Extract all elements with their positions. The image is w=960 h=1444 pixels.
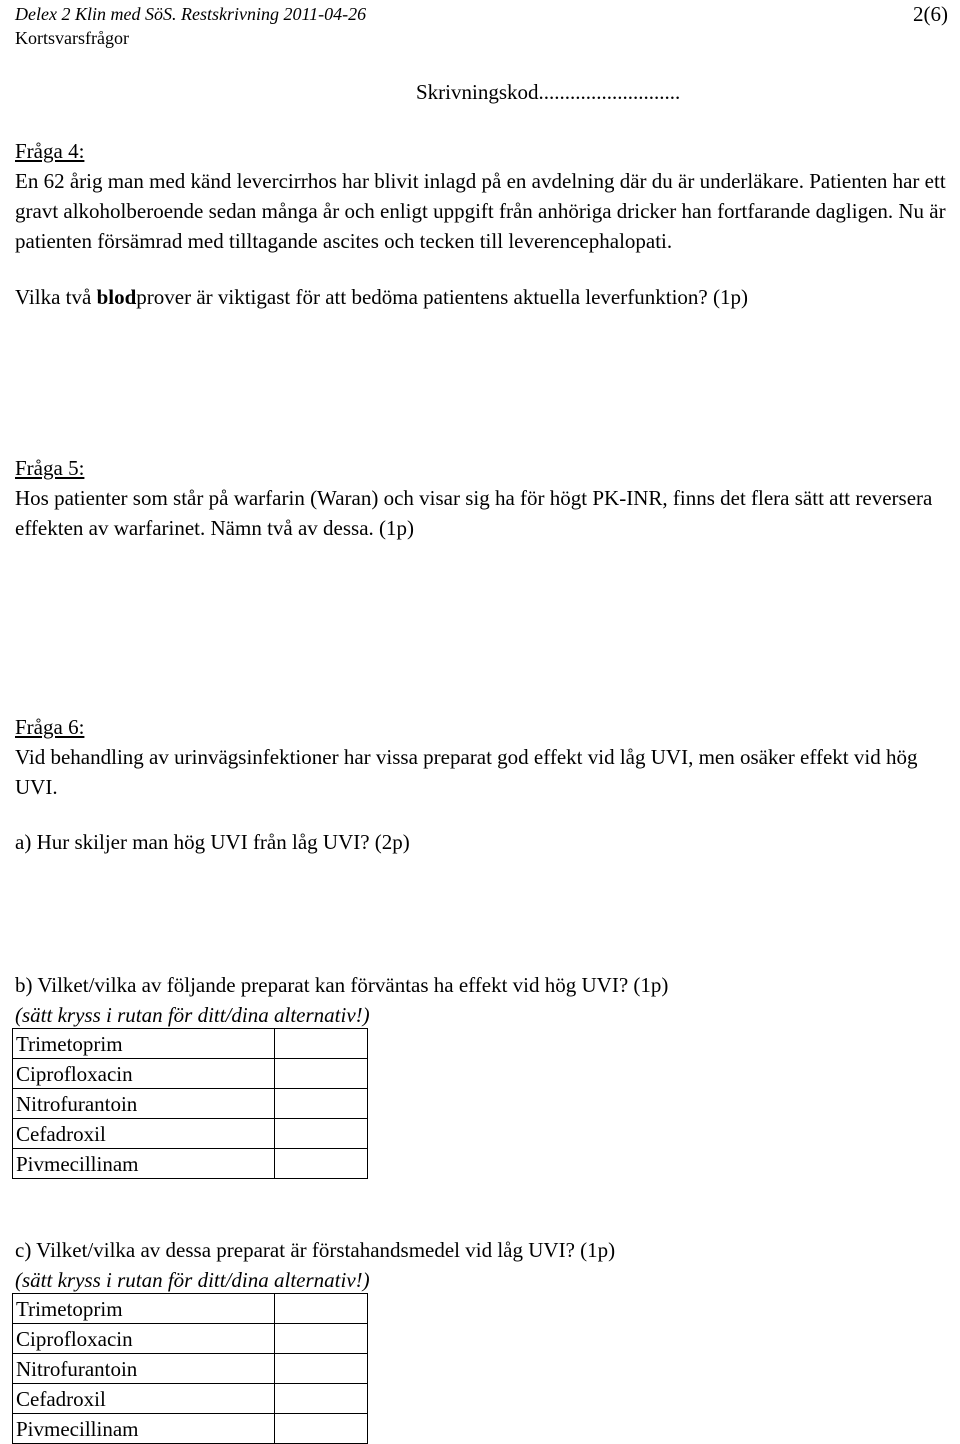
course-line: Delex 2 Klin med SöS. Restskrivning 2011-04-26: [15, 4, 367, 24]
checkbox-cell[interactable]: [275, 1119, 368, 1149]
table-row: [13, 1384, 368, 1414]
question-4-question-pre: Vilka två: [15, 285, 97, 309]
checkbox-cell[interactable]: [275, 1089, 368, 1119]
question-4-question-post: prover är viktigast för att bedöma patientens aktuella leverfunktion? (1p): [136, 285, 748, 309]
question-4-text: En 62 årig man med känd levercirrhos har blivit inlagd på en avdelning där du är underläkare. Patienten har ett gravt alkoholberoende sedan många år och enligt uppgift från anhöriga dricker han fortfarande dagligen. Nu är patienten försämrad med tilltagande ascites och tecken till leverencephalopati.: [15, 169, 946, 253]
question-6-part-b: b) Vilket/vilka av följande preparat kan förväntas ha effekt vid hög UVI? (1p): [15, 973, 669, 997]
option-label: Trimetoprim: [13, 1029, 275, 1059]
question-5-text: Hos patienter som står på warfarin (Waran) och visar sig ha för högt PK-INR, finns det flera sätt att reversera effekten av warfarinet. Nämn två av dessa. (1p): [15, 486, 933, 540]
option-label: Ciprofloxacin: [13, 1059, 275, 1089]
option-label: Trimetoprim: [13, 1294, 275, 1324]
checkbox-cell[interactable]: [275, 1149, 368, 1179]
question-4-question-bold: blod: [96, 285, 137, 309]
option-label: Ciprofloxacin: [13, 1324, 275, 1354]
table-row: [13, 1059, 368, 1089]
part-b-options-table: [12, 1028, 368, 1179]
question-6-part-b-note: (sätt kryss i rutan för ditt/dina alternativ!): [15, 1003, 370, 1027]
option-label: Nitrofurantoin: [13, 1089, 275, 1119]
section-title: Kortsvarsfrågor: [15, 28, 129, 48]
table-row: [13, 1414, 368, 1444]
checkbox-cell[interactable]: [275, 1059, 368, 1089]
option-label: Cefadroxil: [13, 1384, 275, 1414]
option-label: Pivmecillinam: [13, 1414, 275, 1444]
question-4-question: [15, 282, 955, 312]
table-row: [13, 1324, 368, 1354]
checkbox-cell[interactable]: [275, 1414, 368, 1444]
part-c-options-table: [12, 1293, 368, 1444]
checkbox-cell[interactable]: [275, 1029, 368, 1059]
question-6-text: Vid behandling av urinvägsinfektioner har vissa preparat god effekt vid låg UVI, men osäker effekt vid hög UVI.: [15, 745, 918, 799]
page-number: 2(6): [913, 2, 948, 26]
question-5-heading: Fråga 5:: [15, 456, 85, 480]
checkbox-cell[interactable]: [275, 1384, 368, 1414]
option-label: Pivmecillinam: [13, 1149, 275, 1179]
question-6-part-a: a) Hur skiljer man hög UVI från låg UVI? (2p): [15, 830, 410, 854]
table-row: [13, 1119, 368, 1149]
table-row: [13, 1354, 368, 1384]
question-4-heading: Fråga 4:: [15, 139, 85, 163]
option-label: Cefadroxil: [13, 1119, 275, 1149]
exam-code-label: Skrivningskod...........................: [416, 80, 681, 104]
question-6-part-c-note: (sätt kryss i rutan för ditt/dina alternativ!): [15, 1268, 370, 1292]
table-row: [13, 1294, 368, 1324]
table-row: [13, 1029, 368, 1059]
table-row: [13, 1089, 368, 1119]
question-6-heading: Fråga 6:: [15, 715, 85, 739]
checkbox-cell[interactable]: [275, 1294, 368, 1324]
checkbox-cell[interactable]: [275, 1354, 368, 1384]
option-label: Nitrofurantoin: [13, 1354, 275, 1384]
checkbox-cell[interactable]: [275, 1324, 368, 1354]
table-row: [13, 1149, 368, 1179]
question-6-part-c: c) Vilket/vilka av dessa preparat är förstahandsmedel vid låg UVI? (1p): [15, 1238, 616, 1262]
